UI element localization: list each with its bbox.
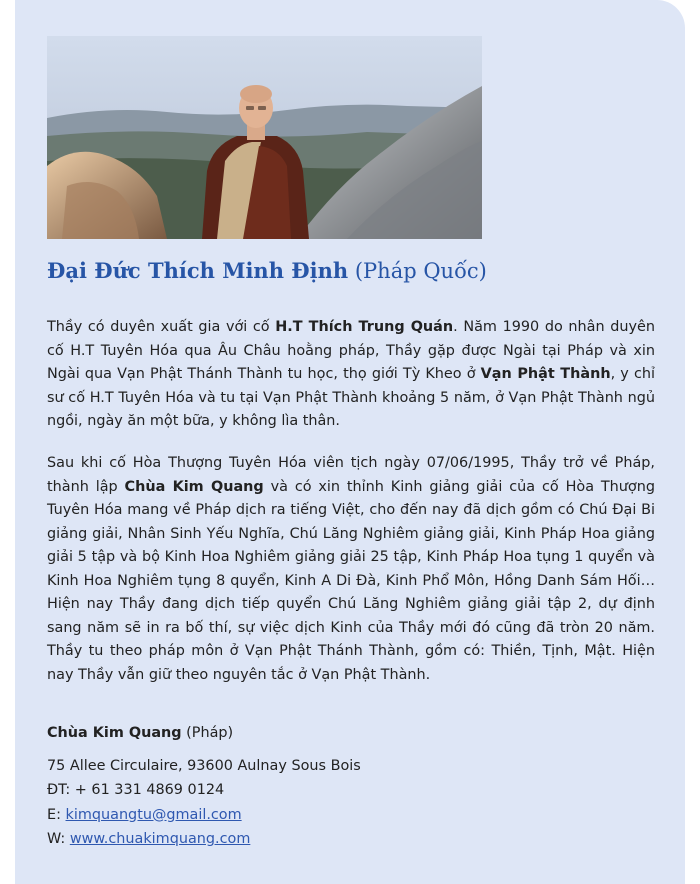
email-label: E: [47, 806, 66, 823]
page-title [47, 258, 657, 283]
biography-paragraph-1 [47, 316, 655, 434]
temple-country: (Pháp) [181, 725, 234, 741]
temple-name: Chùa Kim Quang [47, 725, 182, 741]
email-line [47, 803, 655, 828]
text-segment: Sau khi cố Hòa Thượng Tuyên Hóa viên tịch ngày 07/06/1995, Thầy trở về Pháp, thành lập [47, 455, 655, 495]
bold-segment: Chùa Kim Quang [124, 478, 264, 495]
temple-heading [47, 721, 655, 746]
contact-block [47, 721, 655, 852]
biography-paragraph-2 [47, 452, 655, 687]
website-link[interactable]: www.chuakimquang.com [69, 831, 251, 847]
email-link[interactable]: kimquangtu@gmail.com [65, 806, 242, 823]
text-segment: Thầy có duyên xuất gia với cố [47, 319, 276, 335]
bold-segment: Vạn Phật Thành [480, 366, 611, 382]
profile-card [15, 0, 685, 884]
text-segment: và có xin thỉnh Kinh giảng giải của cố Hòa Thượng Tuyên Hóa mang về Pháp dịch ra tiếng Việt, cho đến nay đã dịch gồm có Chú Đại Bi giảng giải, Nhân Sinh Yếu Nghĩa, Chú Lăng Nghiêm giảng giải, Kinh Pháp Hoa giảng giải 5 tập và bộ Kinh Hoa Nghiêm giảng giải 25 tập, Kinh Pháp Hoa tụng 1 quyển và Kinh Hoa Nghiêm tụng 8 quyển, Kinh A Di Đà, Kinh Phổ Môn, Hồng Danh Sám Hối… Hiện nay Thầy đang dịch tiếp quyển Chú Lăng Nghiêm giảng giải tập 2, dự định sang năm sẽ in ra bố thí, sự việc dịch Kinh của Thầy mới đó cũng đã tròn 20 năm. Thầy tu theo pháp môn ở Vạn Phật Thánh Thành, gồm có: Thiền, Tịnh, Mật. Hiện nay Thầy vẫn giữ theo nguyên tắc ở Vạn Phật Thành. [47, 478, 655, 683]
address-line: 75 Allee Circulaire, 93600 Aulnay Sous Bois [47, 757, 361, 774]
text-segment: . Năm 1990 do nhân duyên cố H.T Tuyên Hóa qua Âu Châu hoằng pháp, Thầy gặp được Ngài tại Pháp và xin Ngài qua Vạn Phật Thánh Thành tu học, thọ giới Tỳ Kheo ở [47, 319, 655, 382]
monk-country: (Pháp Quốc) [354, 259, 487, 283]
web-label: W: [47, 831, 70, 847]
bold-segment: H.T Thích Trung Quán [275, 319, 454, 335]
monk-name: Đại Đức Thích Minh Định [47, 258, 349, 283]
text-segment: , y chỉ sư cố H.T Tuyên Hóa và tu tại Vạn Phật Thành khoảng 5 năm, ở Vạn Phật Thành ngủ ngồi, ngày ăn một bữa, y không lìa thân. [47, 366, 655, 429]
phone-line: ĐT: + 61 331 4869 0124 [47, 782, 225, 798]
photo-illustration [47, 36, 482, 239]
website-line [47, 827, 655, 852]
monk-portrait-photo [47, 36, 482, 239]
